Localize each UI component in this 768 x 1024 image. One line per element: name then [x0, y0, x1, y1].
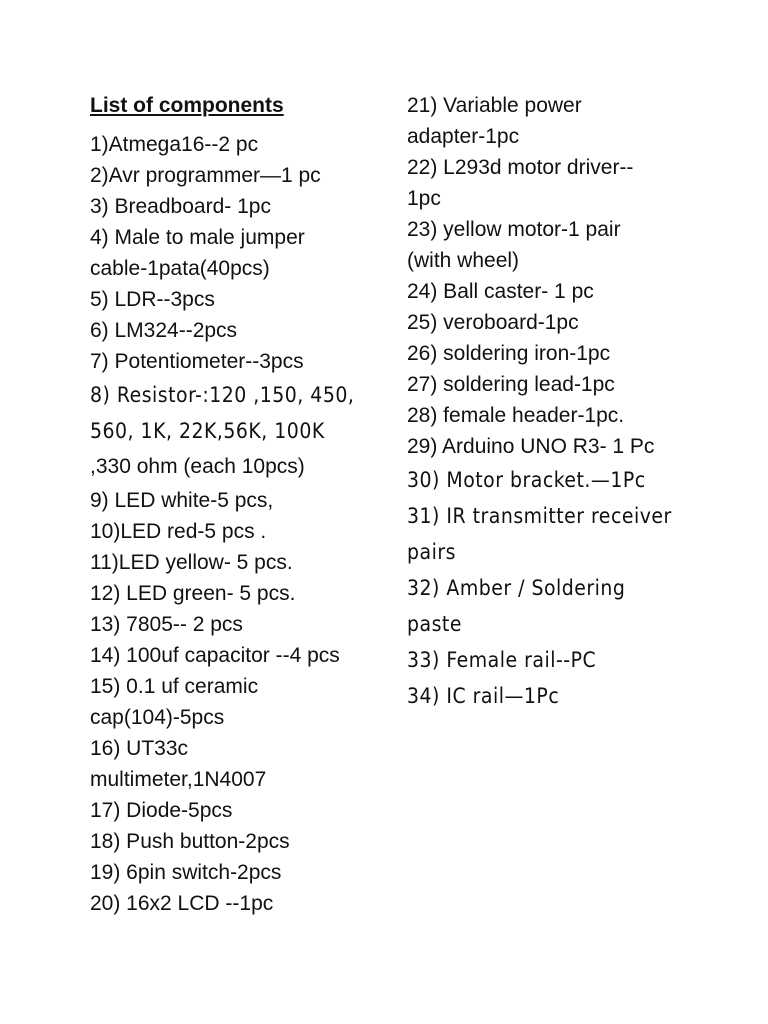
- list-item: 22) L293d motor driver--: [407, 156, 634, 179]
- list-item: 26) soldering iron-1pc: [407, 342, 611, 365]
- list-item: 20) 16x2 LCD --1pc: [90, 892, 274, 915]
- list-item: 25) veroboard-1pc: [407, 311, 579, 334]
- page-title: List of components: [90, 94, 284, 117]
- list-item: pairs: [407, 540, 456, 564]
- list-item: 21) Variable power: [407, 94, 582, 117]
- list-item: 33) Female rail--PC: [407, 648, 597, 672]
- list-item: 3) Breadboard- 1pc: [90, 195, 271, 218]
- list-item: 31) IR transmitter receiver: [407, 504, 672, 528]
- list-item: cap(104)-5pcs: [90, 706, 225, 729]
- list-item: 18) Push button-2pcs: [90, 830, 290, 853]
- list-item: 14) 100uf capacitor --4 pcs: [90, 644, 340, 667]
- list-item: 5) LDR--3pcs: [90, 288, 215, 311]
- list-item: 7) Potentiometer--3pcs: [90, 350, 304, 373]
- list-item: 2)Avr programmer—1 pc: [90, 164, 321, 187]
- list-item: 15) 0.1 uf ceramic: [90, 675, 259, 698]
- list-item: 28) female header-1pc.: [407, 404, 625, 427]
- list-item: 34) IC rail—1Pc: [407, 684, 560, 708]
- list-item: adapter-1pc: [407, 125, 520, 148]
- list-item: 13) 7805-- 2 pcs: [90, 613, 243, 636]
- list-item: 23) yellow motor-1 pair: [407, 218, 621, 241]
- list-item: 9) LED white-5 pcs,: [90, 489, 274, 512]
- list-item: 4) Male to male jumper: [90, 226, 305, 249]
- list-item: 29) Arduino UNO R3- 1 Pc: [407, 435, 655, 458]
- list-item: 11)LED yellow- 5 pcs.: [90, 551, 293, 574]
- list-item: 1)Atmega16--2 pc: [90, 133, 259, 156]
- list-item: cable-1pata(40pcs): [90, 257, 270, 280]
- list-item: multimeter,1N4007: [90, 768, 267, 791]
- list-item: (with wheel): [407, 249, 520, 272]
- list-item: 16) UT33c: [90, 737, 189, 760]
- list-item: 8) Resistor-:120 ,150, 450,: [90, 383, 355, 407]
- list-item: 30) Motor bracket.—1Pc: [407, 468, 646, 492]
- list-item: 1pc: [407, 187, 441, 210]
- list-item: 6) LM324--2pcs: [90, 319, 238, 342]
- list-item: 10)LED red-5 pcs .: [90, 520, 267, 543]
- right-column: [407, 90, 707, 714]
- list-item: 12) LED green- 5 pcs.: [90, 582, 296, 605]
- list-item: ,330 ohm (each 10pcs): [90, 455, 305, 478]
- list-item: 560, 1K, 22K,56K, 100K: [90, 419, 325, 443]
- list-item: 19) 6pin switch-2pcs: [90, 861, 282, 884]
- list-item: 32) Amber / Soldering: [407, 576, 626, 600]
- list-item: 27) soldering lead-1pc: [407, 373, 615, 396]
- list-item: 24) Ball caster- 1 pc: [407, 280, 594, 303]
- left-column: [90, 90, 390, 919]
- list-item: 17) Diode-5pcs: [90, 799, 233, 822]
- list-item: paste: [407, 612, 462, 636]
